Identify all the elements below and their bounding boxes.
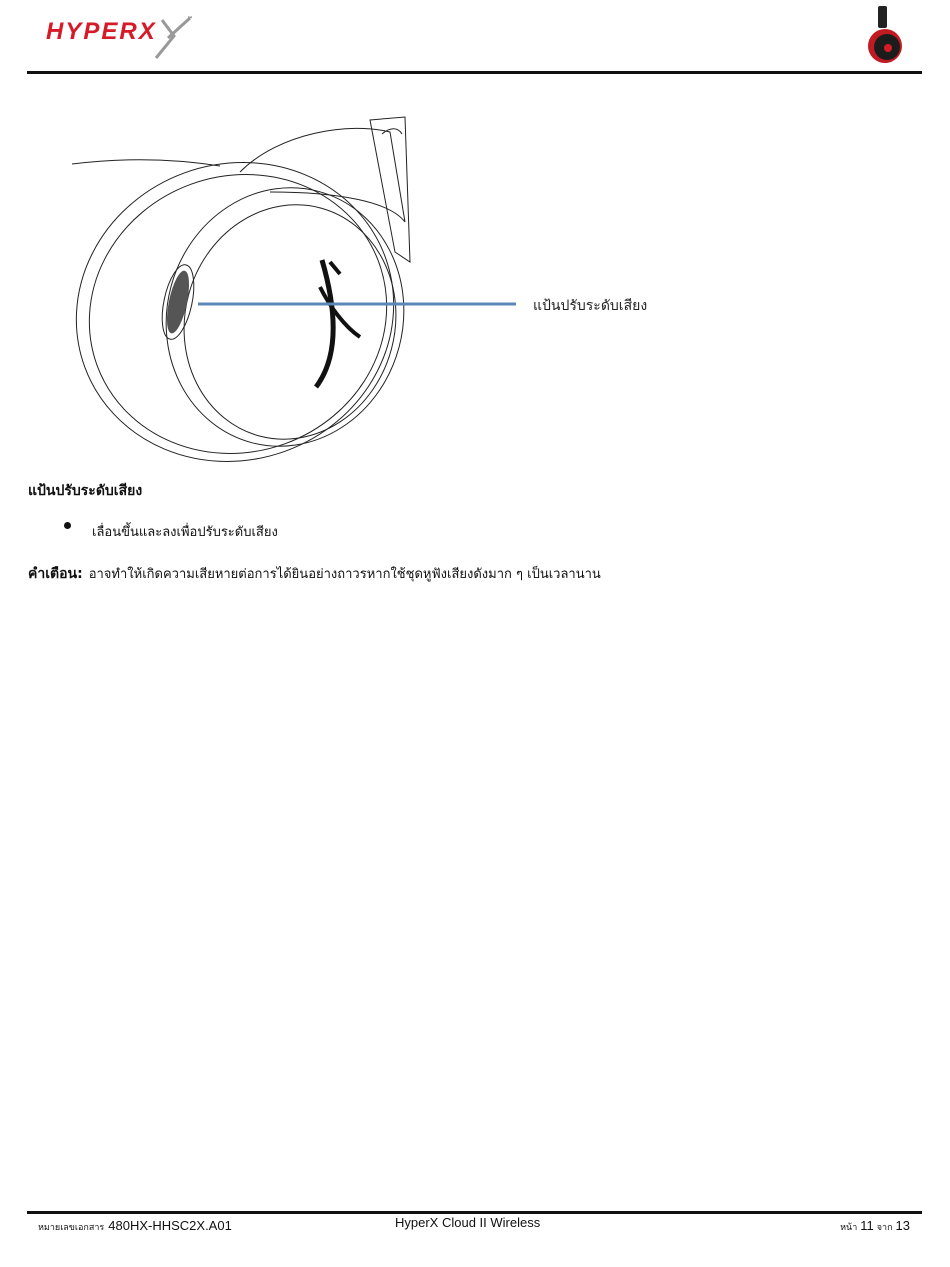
of-label: จาก	[876, 1223, 893, 1233]
logo-trademark: ™	[187, 16, 193, 23]
footer-product-name: HyperX Cloud II Wireless	[395, 1215, 541, 1230]
section-title: แป้นปรับระดับเสียง	[28, 483, 143, 499]
volume-wheel-callout-label: แป้นปรับระดับเสียง	[533, 298, 648, 314]
page-number: 11	[860, 1218, 874, 1233]
footer-page-indicator	[840, 1215, 913, 1234]
footer-document-number	[38, 1215, 232, 1234]
warning-paragraph	[28, 563, 601, 585]
bullet-dot-icon	[64, 522, 71, 529]
bullet-marker	[64, 522, 71, 529]
hyperx-logo	[44, 12, 200, 62]
footer-divider	[27, 1211, 922, 1214]
doc-number: 480HX-HHSC2X.A01	[108, 1218, 232, 1233]
bullet-text: เลื่อนขึ้นและลงเพื่อปรับระดับเสียง	[92, 525, 278, 540]
headset-illustration	[60, 112, 660, 464]
hyperx-logo-icon	[44, 12, 200, 62]
headset-thumbnail	[864, 4, 906, 66]
header-divider	[27, 71, 922, 74]
doc-number-label: หมายเลขเอกสาร	[38, 1223, 105, 1233]
warning-text: อาจทำให้เกิดความเสียหายต่อการได้ยินอย่างถาวรหากใช้ชุดหูฟังเสียงดังมาก ๆ เป็นเวลานาน	[88, 567, 601, 582]
total-pages: 13	[895, 1218, 910, 1233]
logo-wordmark: HYPERX	[46, 18, 157, 45]
page-label: หน้า	[840, 1223, 858, 1233]
warning-label: คำเตือน:	[28, 566, 83, 582]
